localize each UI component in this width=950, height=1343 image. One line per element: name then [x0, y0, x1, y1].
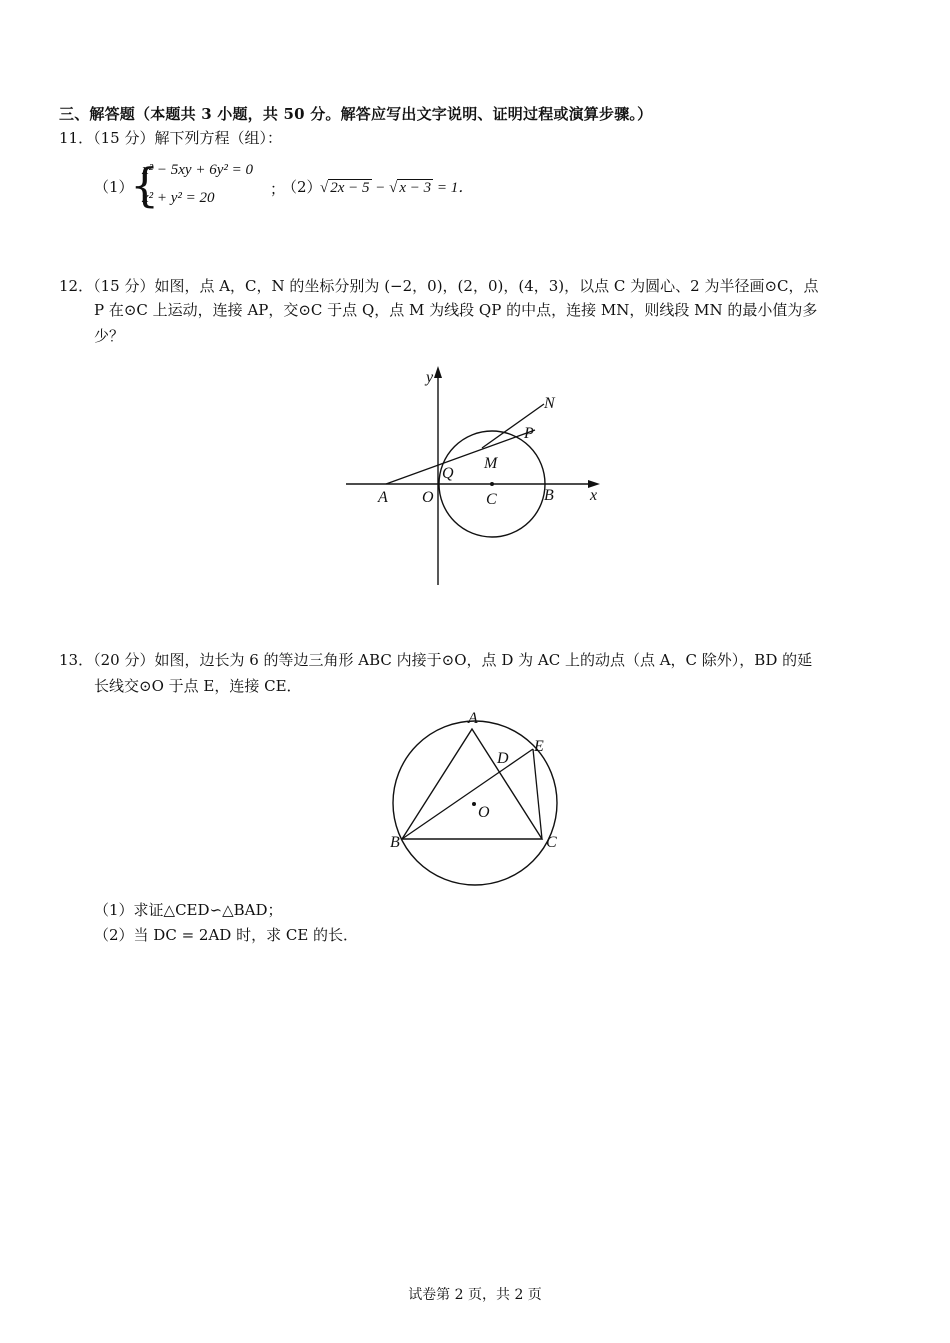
page-footer: 试卷第 2 页，共 2 页 [408, 1287, 542, 1303]
question-12-line-1 [59, 274, 819, 298]
triangle-abc [402, 729, 542, 839]
question-text: 如图，边长为 6 的等边三角形 ABC 内接于⊙O，点 D 为 AC 上的动点（点 A，C 除外），BD 的延 [154, 651, 813, 669]
part-2-label: （2） [282, 178, 322, 196]
label-o: O [478, 804, 490, 821]
sqrt-sign: √ [320, 180, 329, 196]
center-o-dot [472, 802, 476, 806]
line-mn [482, 404, 544, 448]
label-n: N [544, 395, 555, 412]
equation-rhs: = 1 [436, 180, 459, 196]
label-c: C [486, 491, 497, 508]
radicand-1: 2x − 5 [330, 180, 370, 196]
label-o: O [422, 489, 434, 506]
label-b: B [544, 487, 554, 504]
separator: ； [270, 180, 286, 198]
question-13-line-2: 长线交⊙O 于点 E，连接 CE． [94, 677, 302, 695]
question-12-figure [330, 360, 620, 590]
center-c-dot [490, 482, 494, 486]
question-13-sub-1: （1）求证△CED∽△BAD； [94, 901, 283, 919]
label-x: x [590, 487, 598, 504]
question-13-line-1 [59, 648, 812, 672]
question-11-equations [94, 158, 514, 218]
question-11-header [59, 126, 282, 150]
question-13-figure [380, 705, 580, 895]
question-13-sub-2: （2）当 DC = 2AD 时，求 CE 的长． [94, 926, 359, 944]
system-brace: { [130, 158, 160, 212]
question-number: 11． [59, 129, 94, 147]
label-b: B [390, 834, 400, 851]
label-a: A [378, 489, 388, 506]
line-ce [533, 749, 542, 839]
question-number: 12． [59, 277, 94, 295]
question-number: 13． [59, 651, 94, 669]
label-a: A [468, 710, 478, 727]
line-ap [386, 430, 535, 484]
label-e: E [534, 738, 544, 755]
label-y: y [426, 369, 434, 386]
equation-end: ． [458, 180, 474, 196]
question-stem: 解下列方程（组）： [154, 129, 282, 147]
sqrt-sign: √ [389, 180, 398, 196]
system-equation-2: x² + y² = 20 [142, 190, 215, 206]
question-12-line-3: 少？ [94, 327, 125, 345]
question-score: （15 分） [93, 277, 155, 295]
system-equation-1: x² − 5xy + 6y² = 0 [142, 162, 253, 178]
label-p: P [524, 425, 534, 442]
radicand-2: x − 3 [399, 180, 432, 196]
radical-equation: √ 2x − 5 − √ x − 3 = 1． [320, 180, 474, 196]
part-1-label: （1） [94, 178, 134, 196]
section-title: 三、解答题（本题共 3 小题，共 50 分。解答应写出文字说明、证明过程或演算步骤。） [59, 105, 653, 123]
label-q: Q [442, 465, 454, 482]
label-c: C [546, 834, 557, 851]
label-d: D [497, 750, 509, 767]
label-m: M [484, 455, 498, 472]
question-score: （20 分） [93, 651, 155, 669]
question-text: 如图，点 A，C，N 的坐标分别为 (−2，0)，(2，0)，(4，3)，以点 C 为圆心、2 为半径画⊙C，点 [154, 277, 819, 295]
y-axis-arrow [434, 366, 442, 378]
question-12-line-2: P 在⊙C 上运动，连接 AP，交⊙C 于点 Q，点 M 为线段 QP 的中点，连接 MN，则线段 MN 的最小值为多 [94, 301, 818, 319]
question-score: （15 分） [93, 129, 155, 147]
